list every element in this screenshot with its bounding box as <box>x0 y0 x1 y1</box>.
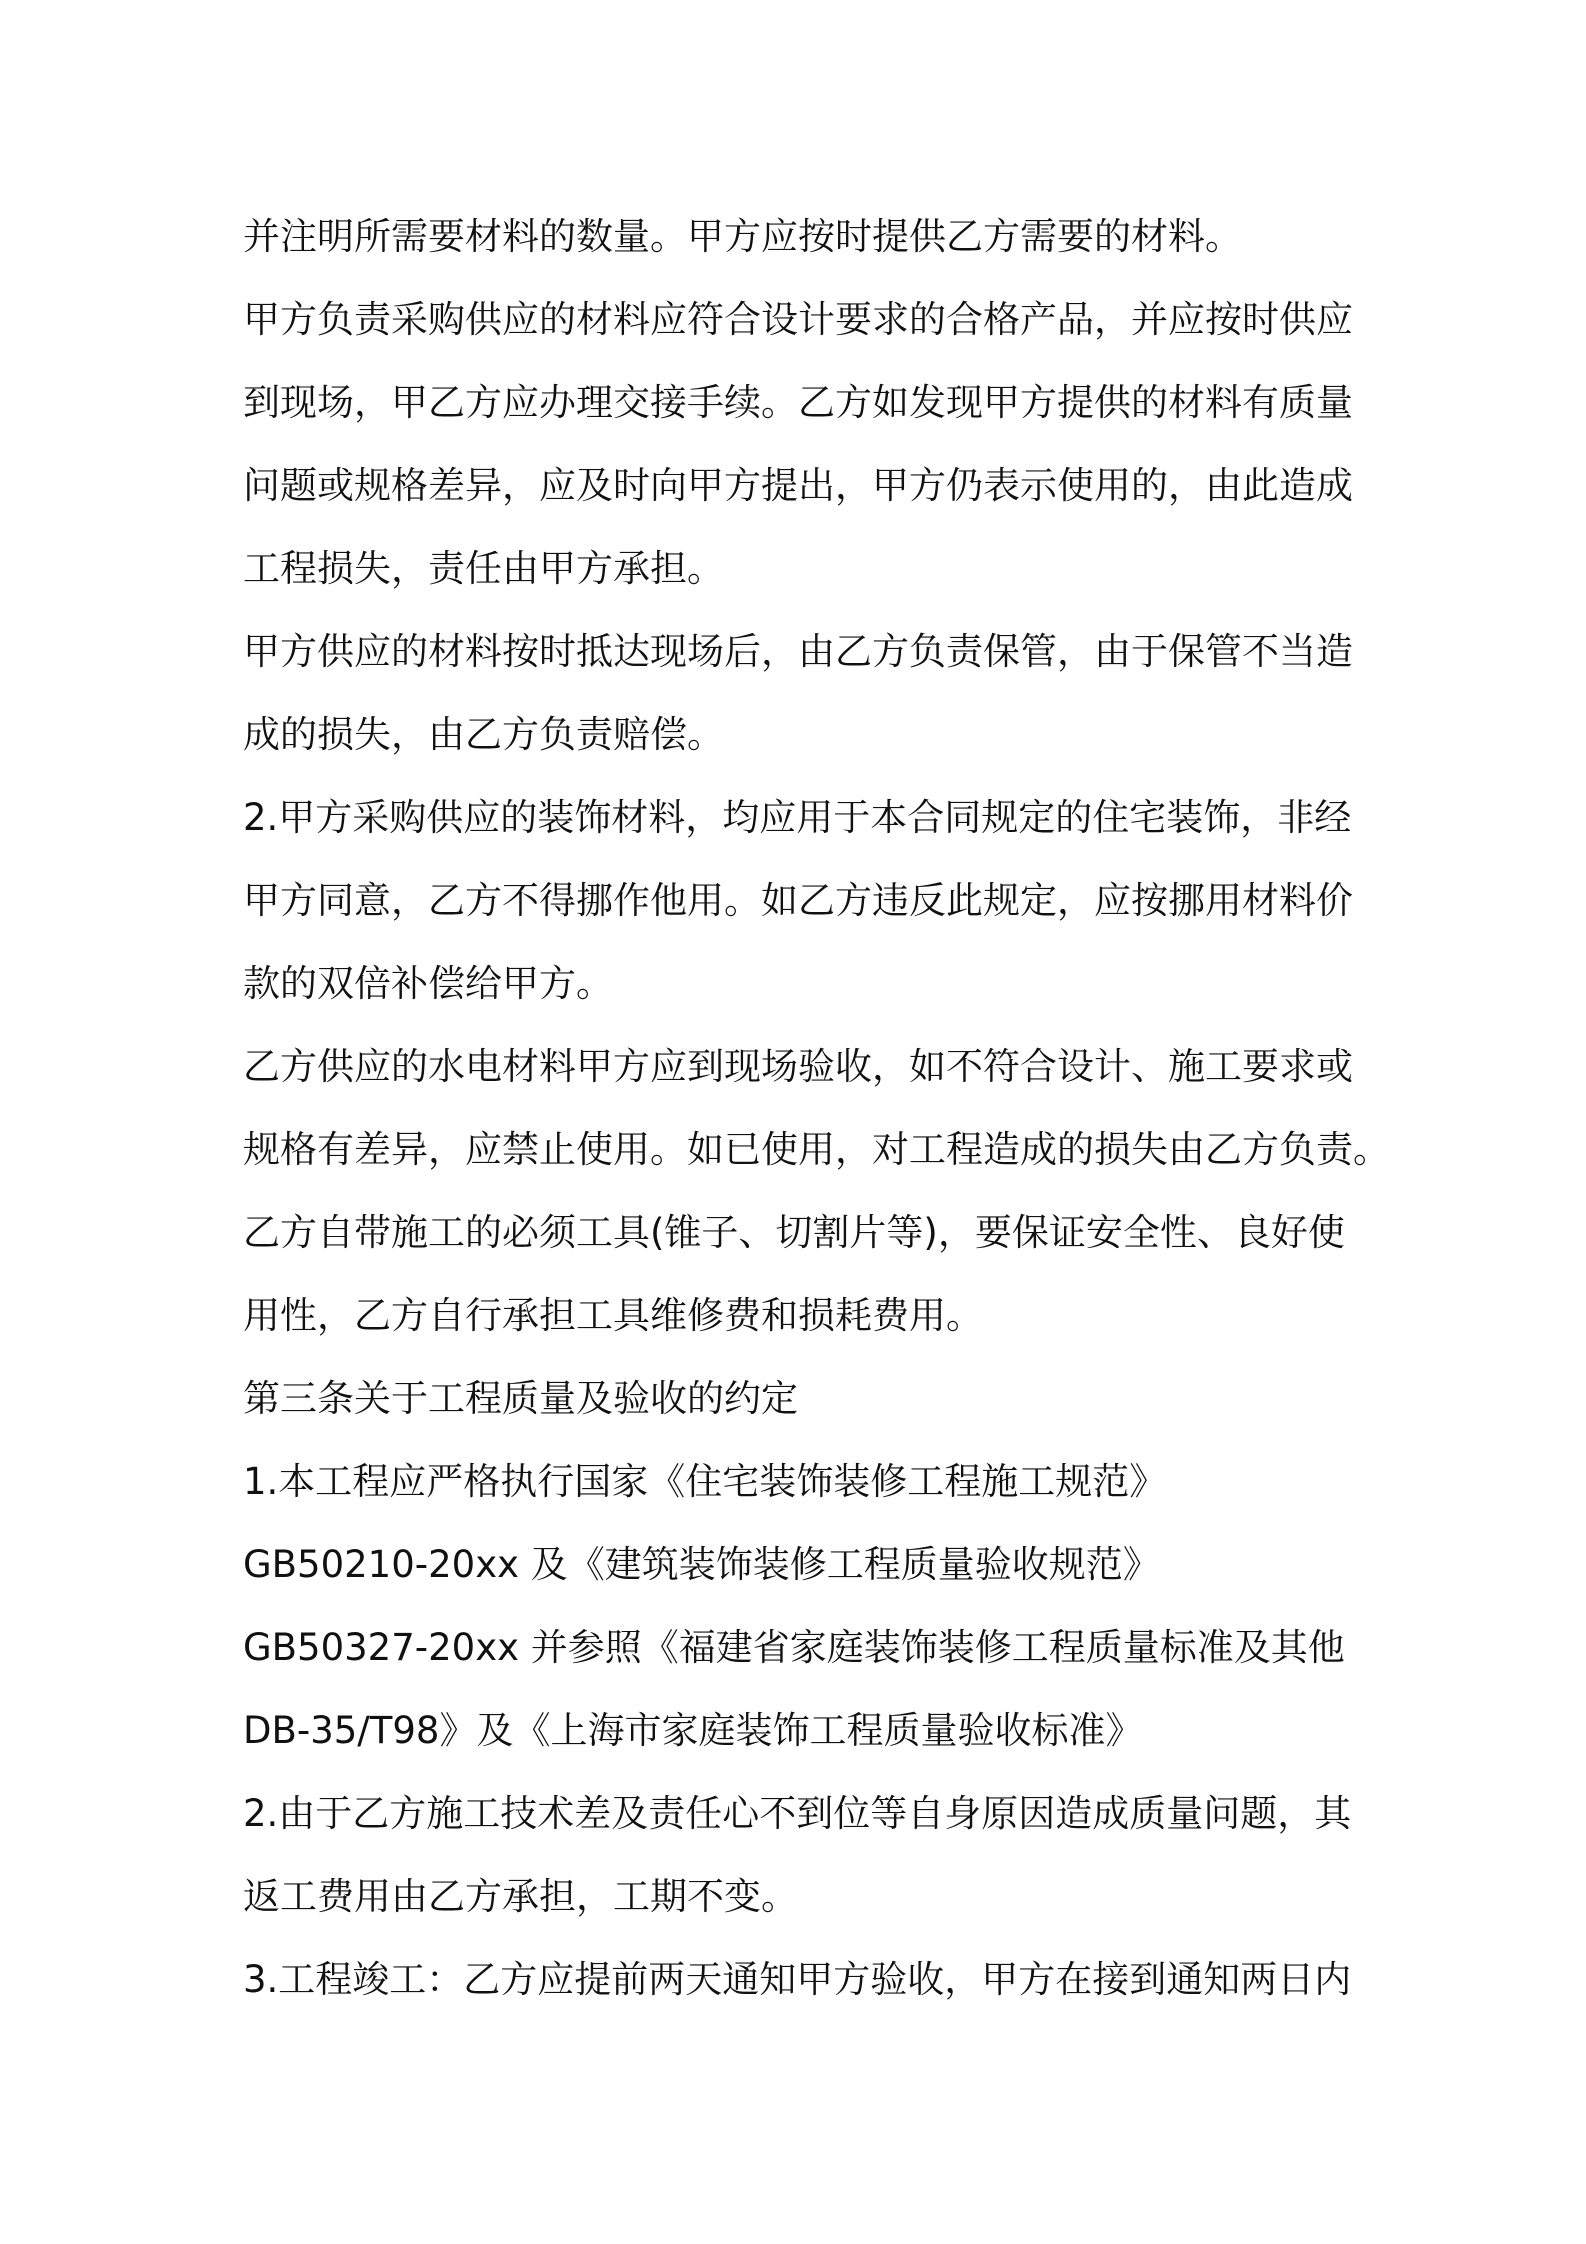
text-line: GB50210-20xx 及《建筑装饰装修工程质量验收规范》 <box>243 1543 1160 1586</box>
text-line: 甲方同意，乙方不得挪作他用。如乙方违反此规定，应按挪用材料价 <box>243 879 1353 922</box>
text-line: 2.由于乙方施工技术差及责任心不到位等自身原因造成质量问题，其 <box>243 1792 1352 1835</box>
text-line: 规格有差异，应禁止使用。如已使用，对工程造成的损失由乙方负责。 <box>243 1128 1390 1171</box>
text-line: GB50327-20xx 并参照《福建省家庭装饰装修工程质量标准及其他 <box>243 1626 1345 1669</box>
text-line: 乙方供应的水电材料甲方应到现场验收，如不符合设计、施工要求或 <box>243 1045 1353 1088</box>
text-line: 问题或规格差异，应及时向甲方提出，甲方仍表示使用的，由此造成 <box>243 464 1353 507</box>
section-heading: 第三条关于工程质量及验收的约定 <box>243 1377 798 1420</box>
text-line: 返工费用由乙方承担，工期不变。 <box>243 1875 798 1918</box>
text-line: DB-35/T98》及《上海市家庭装饰工程质量验收标准》 <box>243 1709 1143 1752</box>
text-line: 款的双倍补偿给甲方。 <box>243 962 613 1005</box>
text-line: 2.甲方采购供应的装饰材料，均应用于本合同规定的住宅装饰，非经 <box>243 796 1352 839</box>
text-line: 甲方供应的材料按时抵达现场后，由乙方负责保管，由于保管不当造 <box>243 630 1353 673</box>
document-body <box>243 195 1390 2021</box>
text-line: 并注明所需要材料的数量。甲方应按时提供乙方需要的材料。 <box>243 215 1242 258</box>
text-line: 乙方自带施工的必须工具(锥子、切割片等)，要保证安全性、良好使 <box>243 1211 1345 1254</box>
text-line: 1.本工程应严格执行国家《住宅装饰装修工程施工规范》 <box>243 1460 1167 1503</box>
text-line: 到现场，甲乙方应办理交接手续。乙方如发现甲方提供的材料有质量 <box>243 381 1353 424</box>
text-line: 工程损失，责任由甲方承担。 <box>243 547 724 590</box>
text-line: 成的损失，由乙方负责赔偿。 <box>243 713 724 756</box>
text-line: 3.工程竣工：乙方应提前两天通知甲方验收，甲方在接到通知两日内 <box>243 1958 1352 2001</box>
text-line: 甲方负责采购供应的材料应符合设计要求的合格产品，并应按时供应 <box>243 298 1353 341</box>
text-line: 用性，乙方自行承担工具维修费和损耗费用。 <box>243 1294 983 1337</box>
